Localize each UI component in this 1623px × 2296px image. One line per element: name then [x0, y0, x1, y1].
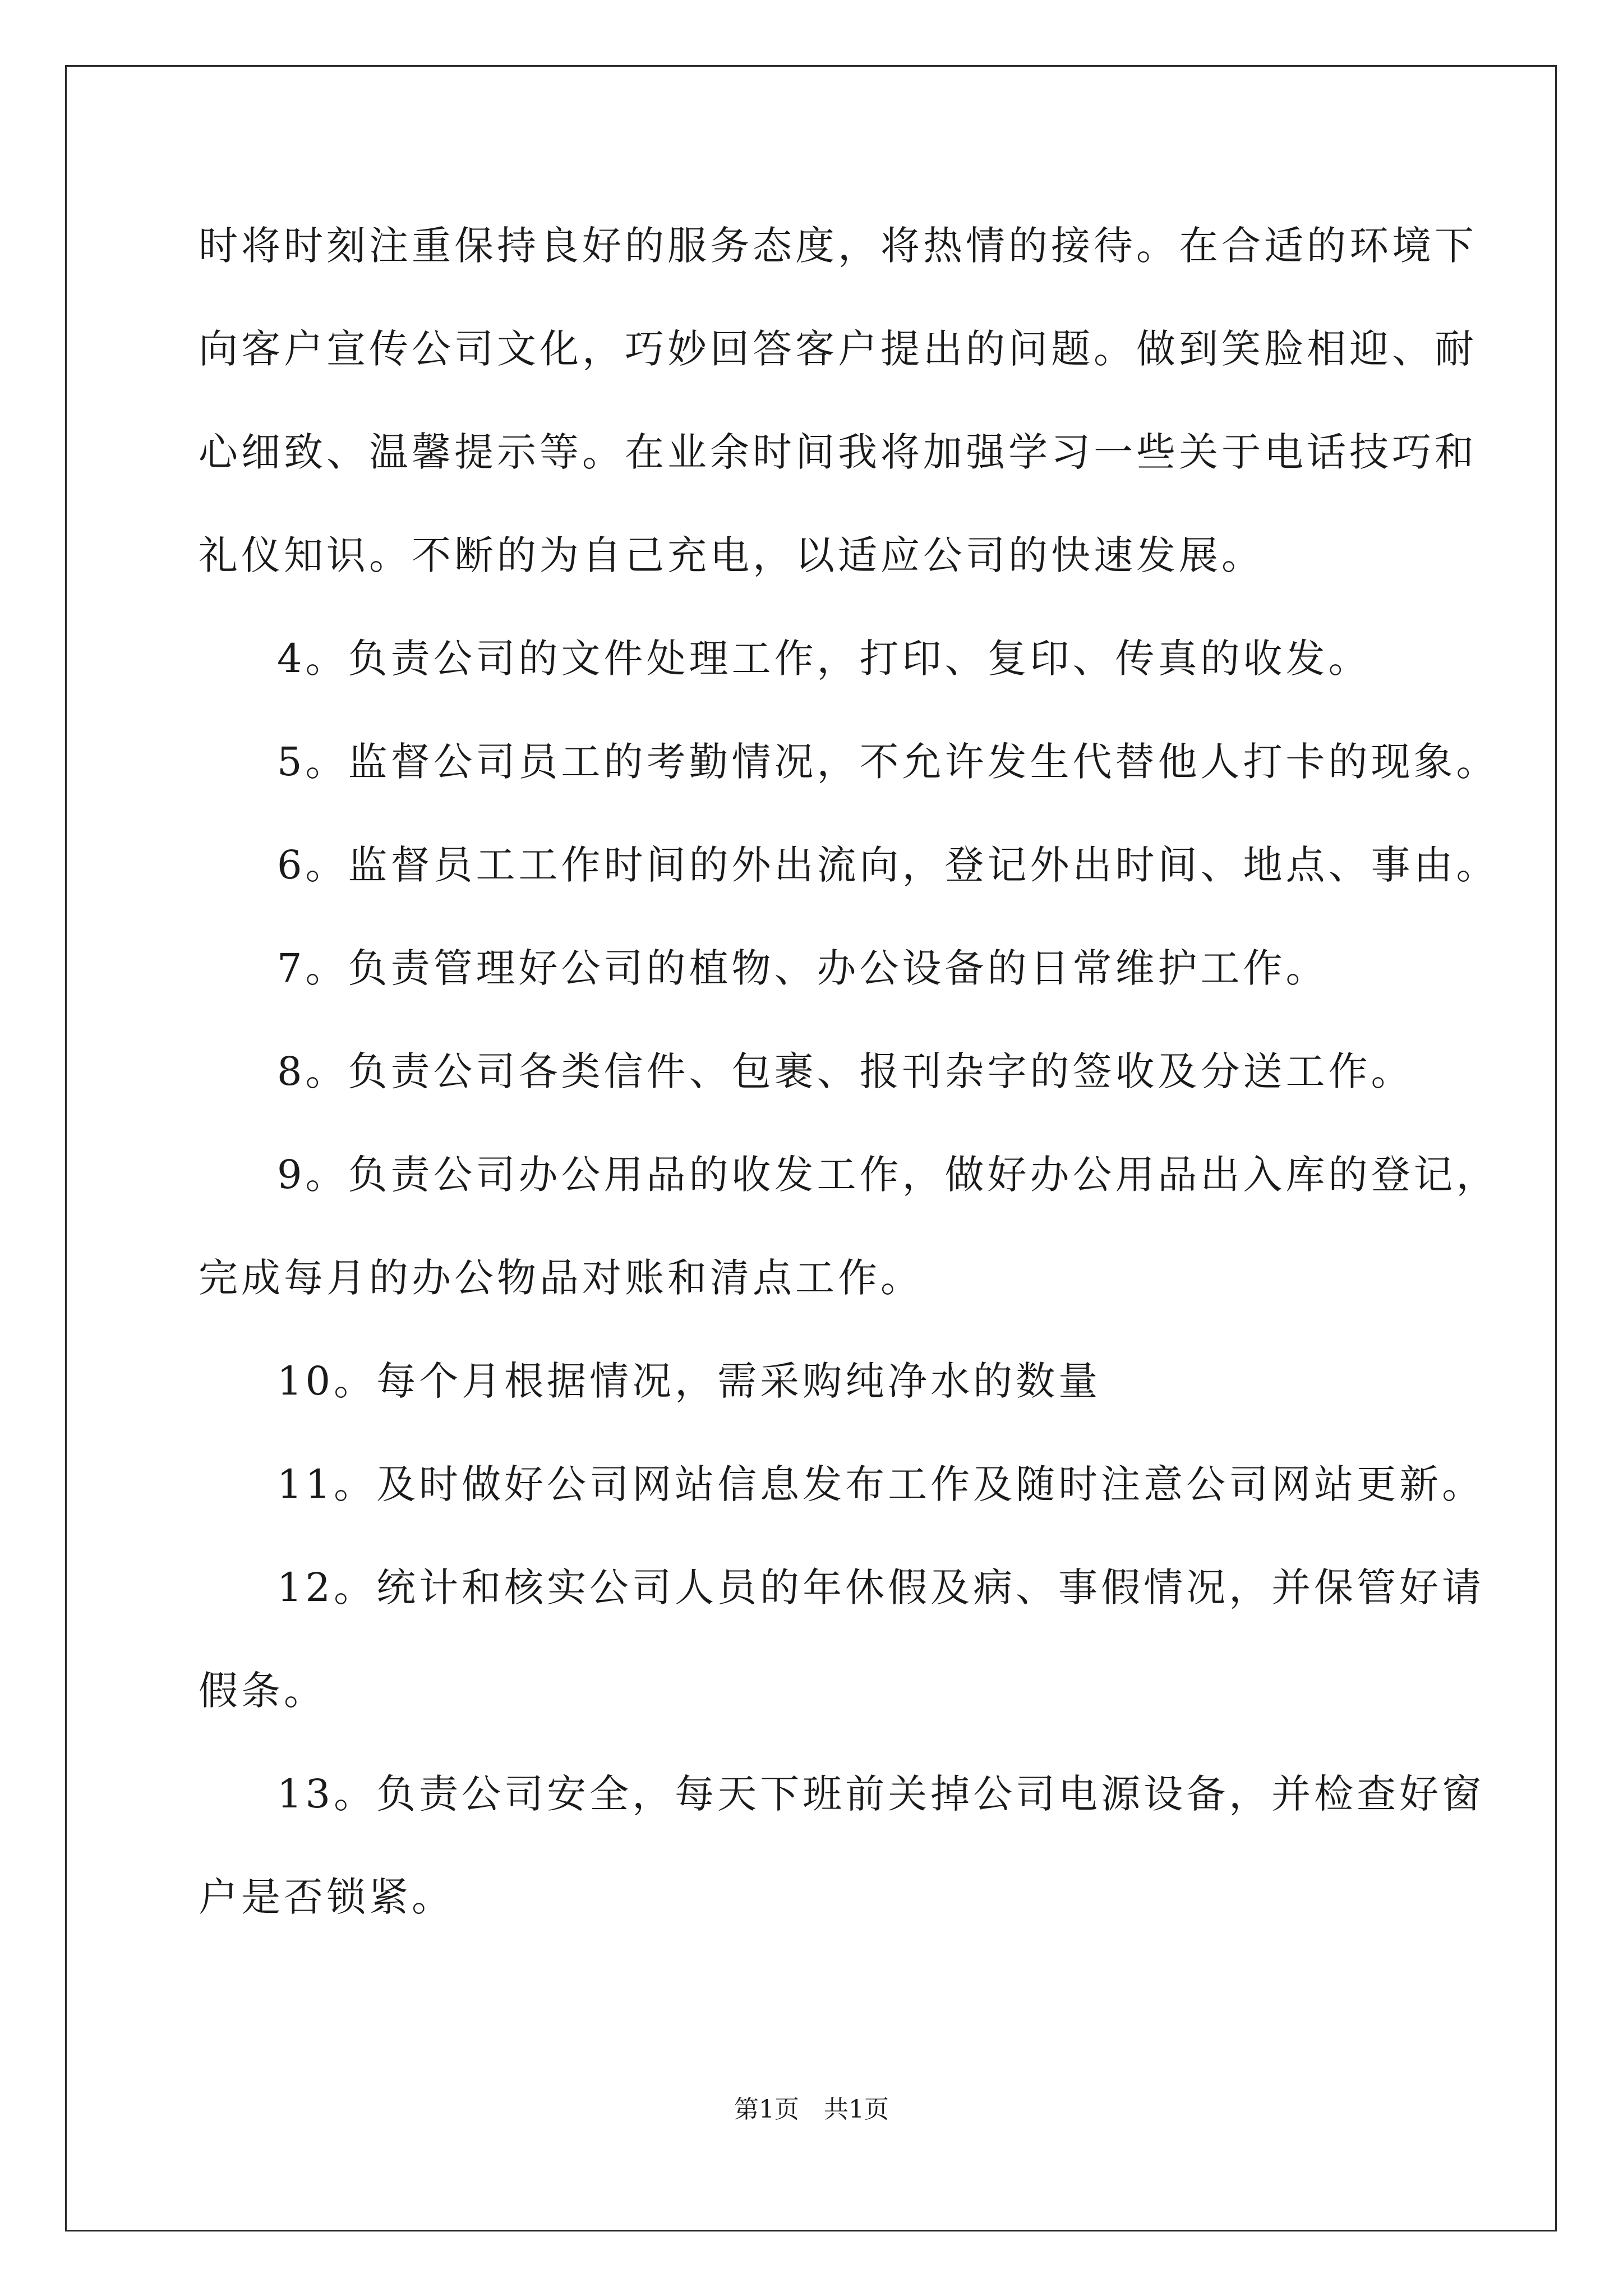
list-item: 9。负责公司办公用品的收发工作，做好办公用品出入库的登记，	[277, 1152, 1499, 1198]
list-item: 10。每个月根据情况，需采购纯净水的数量	[277, 1358, 1101, 1404]
text-line: 完成每月的办公物品对账和清点工作。	[199, 1255, 923, 1301]
text-line: 礼仪知识。不断的为自己充电，以适应公司的快速发展。	[199, 532, 1264, 578]
list-item: 8。负责公司各类信件、包裹、报刊杂字的签收及分送工作。	[277, 1048, 1414, 1094]
text-line: 心细致、温馨提示等。在业余时间我将加强学习一些关于电话技巧和	[199, 429, 1477, 475]
text-line: 时将时刻注重保持良好的服务态度，将热情的接待。在合适的环境下	[199, 223, 1477, 269]
text-line: 向客户宣传公司文化，巧妙回答客户提出的问题。做到笑脸相迎、耐	[199, 326, 1477, 372]
list-item: 12。统计和核实公司人员的年休假及病、事假情况，并保管好请	[277, 1565, 1485, 1611]
text-line: 户是否锁紧。	[199, 1874, 454, 1920]
list-item: 4。负责公司的文件处理工作，打印、复印、传真的收发。	[277, 636, 1371, 682]
list-item: 11。及时做好公司网站信息发布工作及随时注意公司网站更新。	[277, 1461, 1485, 1507]
list-item: 6。监督员工工作时间的外出流向，登记外出时间、地点、事由。	[277, 842, 1499, 888]
page-number: 第1页 共1页	[734, 2095, 889, 2124]
list-item: 13。负责公司安全，每天下班前关掉公司电源设备，并检查好窗	[277, 1771, 1485, 1817]
list-item: 7。负责管理好公司的植物、办公设备的日常维护工作。	[277, 945, 1329, 991]
list-item: 5。监督公司员工的考勤情况，不允许发生代替他人打卡的现象。	[277, 739, 1499, 785]
text-line: 假条。	[199, 1668, 326, 1714]
